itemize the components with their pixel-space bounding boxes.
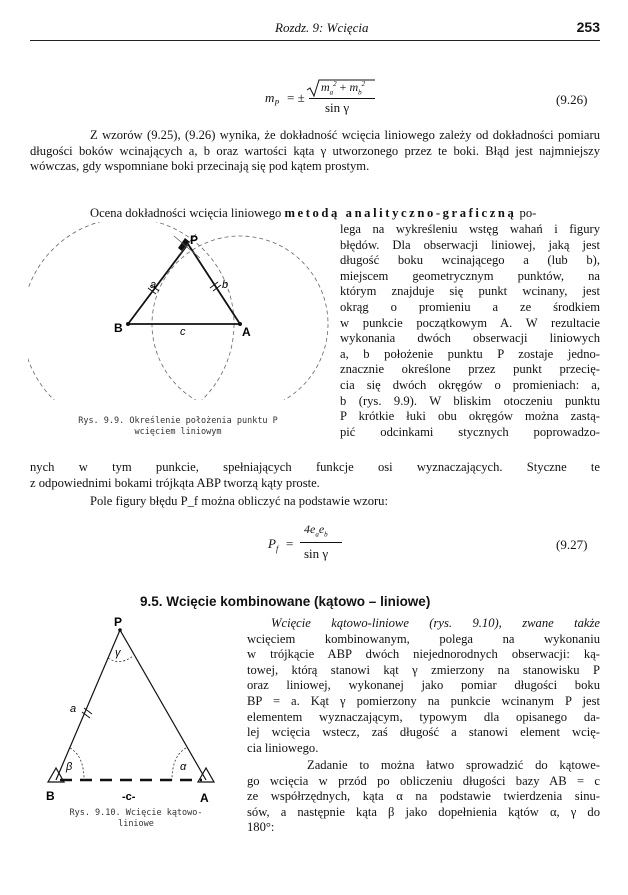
caption-line: Rys. 9.9. Określenie położenia punktu P [78,416,278,426]
side-line: b (rys. 9.9). W bliskim otoczeniu punktu [340,393,600,408]
label-B: B [46,789,55,803]
figure-9-10 [36,616,236,808]
chapter-title: Rozdz. 9: Wcięcia [275,20,369,35]
label-gamma: γ [115,647,121,659]
root-term-a: m [321,80,330,94]
circle-around-B [28,222,234,400]
full-line: z odpowiednimi bokami trójkąta ABP tworzą kąty proste. [30,475,320,490]
paragraph-method-first-line [90,206,600,222]
label-P: P [114,616,123,629]
paragraph-combined-intersection [247,616,600,756]
label-B: B [114,321,123,335]
p4-line: Wcięcie kątowo-liniowe (rys. 9.10), zwane także [271,616,600,630]
caption-line: liniowe [118,819,154,829]
side-line: miejscem geometrycznym punktów, na [340,268,600,283]
side-a [56,630,120,780]
paragraph-method-continuation [30,460,600,491]
p4-line: wcięciem kombinowanym, polega na wykonaniu [247,631,600,646]
side-line: wykonania dwóch obserwacji liniowych [340,331,600,346]
fraction-bar [309,98,375,99]
side-line: w punkcie początkowym A. W rezultacie [340,315,600,330]
text-after-spaced: po- [519,206,537,220]
side-line: lega na wykreśleniu wstęg wahań i figury [340,222,600,236]
label-c: -c- [122,791,136,803]
root-term-a-sub: a [329,88,334,97]
eq-lhs-sub: P [274,98,280,108]
fraction-bar [300,542,342,543]
numerator-e: e [318,522,325,536]
figure-9-9-caption [28,416,328,438]
paragraph-error-dependence: Z wzorów (9.25), (9.26) wynika, że dokładność wcięcia liniowego zależy od dokładności pomiaru długości boków wcinających a, b oraz wartości kąta γ utworzonego przez te boki. Błąd jest najmniejszy wówczas, gdy wspomniane boki przecinają się pod kątem prostym. [30,128,600,174]
p5-line: Zadanie to można łatwo sprowadzić do kątowe- [307,758,600,772]
equation-number-9-26: (9.26) [556,92,588,107]
label-alpha: α [180,761,187,773]
paragraph-method-side-column [340,222,600,440]
text-before-spaced: Ocena dokładności wcięcia liniowego [90,206,282,220]
paragraph-error-area: Pole figury błędu P_f można obliczyć na podstawie wzoru: [90,494,388,508]
equation-number-9-27: (9.27) [556,537,588,552]
spaced-emphasis: metodą analityczno-graficzną [284,206,517,220]
p4-line: BP = a. Kąt γ pomierzony na punkcie wcinanym P jest [247,693,600,708]
side-line: a, b położenie punktu P zostaje jedno- [340,346,600,361]
section-heading: 9.5. Wcięcie kombinowane (kątowo – liniowe) [140,594,431,609]
p5-line: ze współrzędnych, kąta α na podstawie twierdzenia sinu- [247,789,600,804]
eq-sign: = ± [287,90,305,105]
label-P: P [190,233,199,247]
numerator-sub-b: b [324,530,328,539]
side-line: pić odcinkami stycznych poprowadzo- [340,424,600,439]
side-line: okrąg o promieniu a ze środkiem [340,299,600,314]
running-header [30,18,600,41]
root-term-a-sup: 2 [333,80,337,88]
p5-line: go wcięcia w przód po obliczeniu długości bazy AB = c [247,773,600,788]
eq-sign: = [286,536,294,551]
figure-9-10-caption [36,808,236,830]
side-line: znacznie określone przez punkt przecię- [340,362,600,377]
denominator: sin γ [304,546,329,561]
p4-line: oraz liniowej, wykonanej jako pomiar długości boku [247,678,600,693]
equation-9-26 [265,78,385,118]
eq-lhs: P [268,536,276,551]
root-term-b-sup: 2 [361,80,366,88]
page-number: 253 [576,19,600,35]
point-B-marker [126,322,130,326]
p4-line: cia liniowego. [247,740,319,755]
angle-gamma-arc [108,656,133,662]
label-a: a [70,703,77,715]
p4-line: elementem wyznaczającym, typowym dla opisanego da- [247,709,600,724]
caption-line: Rys. 9.10. Wcięcie kątowo- [69,808,203,818]
full-line: nych w tym punkcie, spełniających funkcje osi wyznaczających. Styczne te [30,460,600,474]
eq-lhs-sub: f [275,544,279,554]
root-term-b-sub: b [358,88,362,97]
numerator-sub-a: a [315,530,319,539]
caption-line: wcięciem liniowym [134,427,222,437]
equation-9-27 [268,522,368,568]
plus-sign: + [339,80,347,94]
label-c: c [180,326,186,338]
label-a: a [150,279,157,291]
p4-line: w trójkącie ABP dwóch niejednorodnych obserwacji: ką- [247,647,600,662]
denominator: sin γ [325,100,350,115]
label-A: A [242,325,251,339]
p4-line: towej, którą stanowi kąt γ zmierzony na stanowisku P [247,662,600,677]
side-b [188,244,240,324]
p5-line: sów, a następnie kąta β jako dopełnienia kątów α, γ do [247,804,600,819]
eq-lhs: m [265,90,275,105]
label-b: b [222,279,229,291]
label-A: A [200,791,209,805]
p5-line: 180°: [247,820,275,835]
side-line: długość boku wcinającego a (lub b), [340,253,600,268]
side-line: którym znajduje się punkt wcinany, jest [340,284,600,299]
paragraph-reduction [247,758,600,836]
side-b [120,630,206,780]
label-beta: β [66,761,73,773]
figure-9-9 [28,222,336,400]
p4-line: lej wcięcia wstecz, zaś długość a stanowi element wcię- [247,725,600,740]
side-a [128,244,188,324]
circle-around-A [152,236,328,400]
root-term-b: m [349,80,359,94]
numerator: 4e [304,522,316,536]
side-line: P krótkie łuki obu okręgów można zastą- [340,409,600,424]
side-line: cia się dwóch okręgów o promieniach: a, [340,377,600,392]
side-line: błędów. Dla obserwacji liniowej, jaką jest [340,237,600,252]
